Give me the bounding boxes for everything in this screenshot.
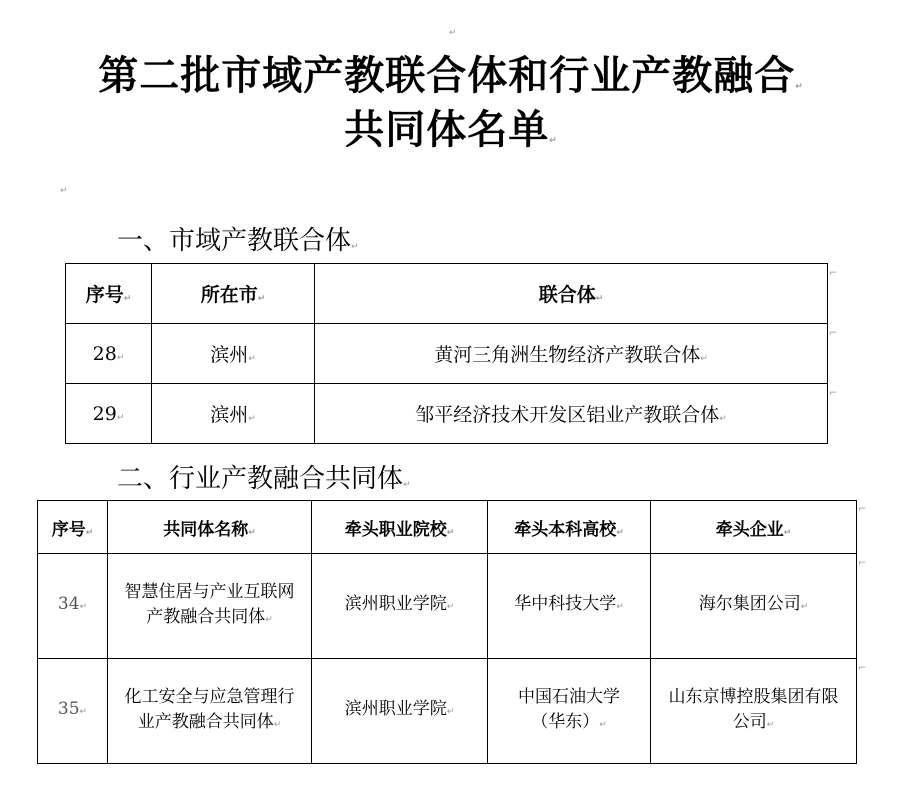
- table-cell: 34↵: [38, 554, 108, 659]
- table-cell: 智慧住居与产业互联网产教融合共同体↵: [108, 554, 312, 659]
- table-cell: 中国石油大学（华东）↵: [488, 659, 651, 764]
- table-cell: 化工安全与应急管理行业产教融合共同体↵: [108, 659, 312, 764]
- table-cell: 28↵: [66, 324, 152, 384]
- header-cell: 牵头本科高校↵: [488, 501, 651, 554]
- table-row: [66, 324, 828, 384]
- row-end-mark: ⌐: [858, 558, 867, 569]
- row-end-mark: ⌐: [829, 388, 838, 399]
- page-title-line1: 第二批市域产教联合体和行业产教融合↵: [98, 52, 804, 99]
- table-cell: 29↵: [66, 384, 152, 444]
- section1-heading: 一、市域产教联合体↵: [117, 226, 359, 256]
- table-header-row: [38, 501, 857, 554]
- header-cell: 序号↵: [38, 501, 108, 554]
- table-cell: 华中科技大学↵: [488, 554, 651, 659]
- row-end-mark: ⌐: [858, 663, 867, 674]
- header-cell: 共同体名称↵: [108, 501, 312, 554]
- table-row: [66, 384, 828, 444]
- table-cell: 海尔集团公司↵: [651, 554, 857, 659]
- table-cell: 滨州↵: [152, 384, 315, 444]
- header-cell: 序号↵: [66, 264, 152, 324]
- section2-table: [37, 500, 857, 764]
- row-end-mark: ⌐: [829, 328, 838, 339]
- table-cell: 滨州职业学院↵: [312, 659, 488, 764]
- table-cell: 滨州职业学院↵: [312, 554, 488, 659]
- table-cell: 邹平经济技术开发区铝业产教联合体↵: [315, 384, 828, 444]
- table-header-row: [66, 264, 828, 324]
- header-cell: 所在市↵: [152, 264, 315, 324]
- table-row: [38, 659, 857, 764]
- paragraph-mark: ↵: [449, 28, 457, 38]
- table-cell: 黄河三角洲生物经济产教联合体↵: [315, 324, 828, 384]
- section2-heading: 二、行业产教融合共同体↵: [117, 464, 411, 494]
- header-cell: 联合体↵: [315, 264, 828, 324]
- row-end-mark: ⌐: [858, 504, 867, 515]
- page-title-line2: 共同体名单↵: [344, 106, 558, 153]
- table-row: [38, 554, 857, 659]
- table-cell: 35↵: [38, 659, 108, 764]
- table-cell: 山东京博控股集团有限公司↵: [651, 659, 857, 764]
- header-cell: 牵头职业院校↵: [312, 501, 488, 554]
- table-cell: 滨州↵: [152, 324, 315, 384]
- header-cell: 牵头企业↵: [651, 501, 857, 554]
- paragraph-mark: ↵: [60, 186, 68, 196]
- section1-table: [65, 263, 828, 444]
- row-end-mark: ⌐: [829, 268, 838, 279]
